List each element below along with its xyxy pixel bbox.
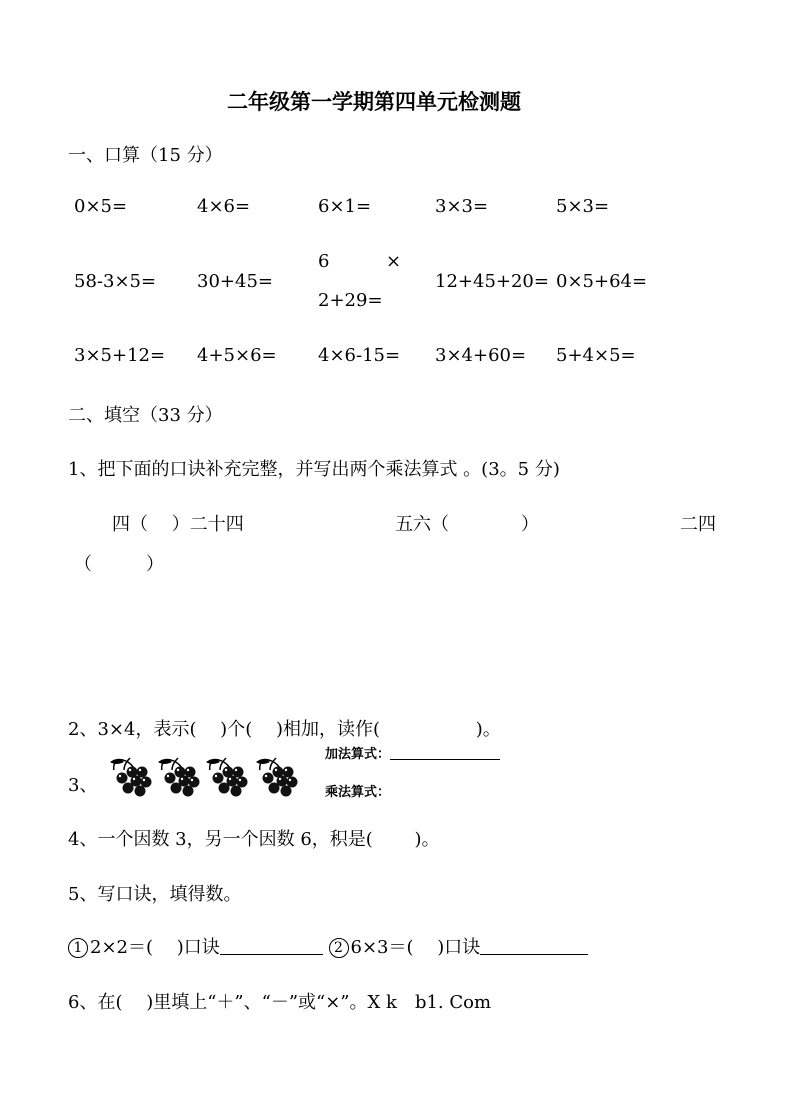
question-6: 6、在( )里填上“＋”、“－”或“×”。X k b1. Com <box>68 992 492 1013</box>
q5-item-1-blank[interactable] <box>220 938 323 955</box>
question-1: 1、把下面的口诀补充完整，并写出两个乘法算式 。(3。5 分) <box>68 459 560 480</box>
calc-item: 4×6-15= <box>318 345 401 366</box>
calc-item: 0×5= <box>74 196 128 217</box>
calc-item: 0×5+64= <box>556 271 648 292</box>
cherries-image <box>108 756 303 798</box>
q5-item-2: 6×3＝( )口诀 <box>350 937 481 958</box>
addition-formula-blank[interactable] <box>390 743 500 760</box>
question-3-label: 3、 <box>68 775 98 796</box>
calc-item: 3×4+60= <box>435 345 527 366</box>
circled-number-2: 2 <box>329 938 349 958</box>
koujue-blank-3: 二四 <box>680 514 716 535</box>
calc-item-wrapped-part2: × <box>386 251 402 272</box>
koujue-blank-1: 四（ ）二十四 <box>112 514 244 535</box>
q5-item-2-blank[interactable] <box>480 938 588 955</box>
calc-item-wrapped-part1: 6 <box>318 251 330 272</box>
calc-item: 3×5+12= <box>74 345 166 366</box>
calc-item: 5+4×5= <box>556 345 636 366</box>
multiplication-formula-label: 乘法算式： <box>325 785 391 800</box>
calc-item-wrapped-part3: 2+29= <box>318 290 383 311</box>
calc-item: 4×6= <box>197 196 251 217</box>
koujue-blank-2: 五六（ ） <box>395 514 539 535</box>
koujue-blank-3-cont: （ ） <box>74 554 164 575</box>
question-5: 5、写口诀，填得数。 <box>68 884 242 905</box>
section2-heading: 二、填空（33 分） <box>68 405 223 426</box>
question-2: 2、3×4，表示( )个( )相加，读作( )。 <box>68 719 501 740</box>
calc-item: 58-3×5= <box>74 271 157 292</box>
addition-formula-label: 加法算式： <box>325 747 391 762</box>
calc-item: 5×3= <box>556 196 610 217</box>
calc-item: 4+5×6= <box>197 345 277 366</box>
multiplication-formula-clip <box>325 781 391 800</box>
page-title: 二年级第一学期第四单元检测题 <box>227 89 521 114</box>
calc-item: 3×3= <box>435 196 489 217</box>
question-4: 4、一个因数 3，另一个因数 6，积是( )。 <box>68 829 440 850</box>
section1-heading: 一、口算（15 分） <box>68 145 223 166</box>
question-5-items <box>68 933 588 959</box>
calc-item: 12+45+20= <box>435 271 549 292</box>
calc-item: 30+45= <box>197 271 273 292</box>
circled-number-1: 1 <box>68 938 88 958</box>
q5-item-1: 2×2＝( )口诀 <box>90 937 220 958</box>
calc-item: 6×1= <box>318 196 372 217</box>
